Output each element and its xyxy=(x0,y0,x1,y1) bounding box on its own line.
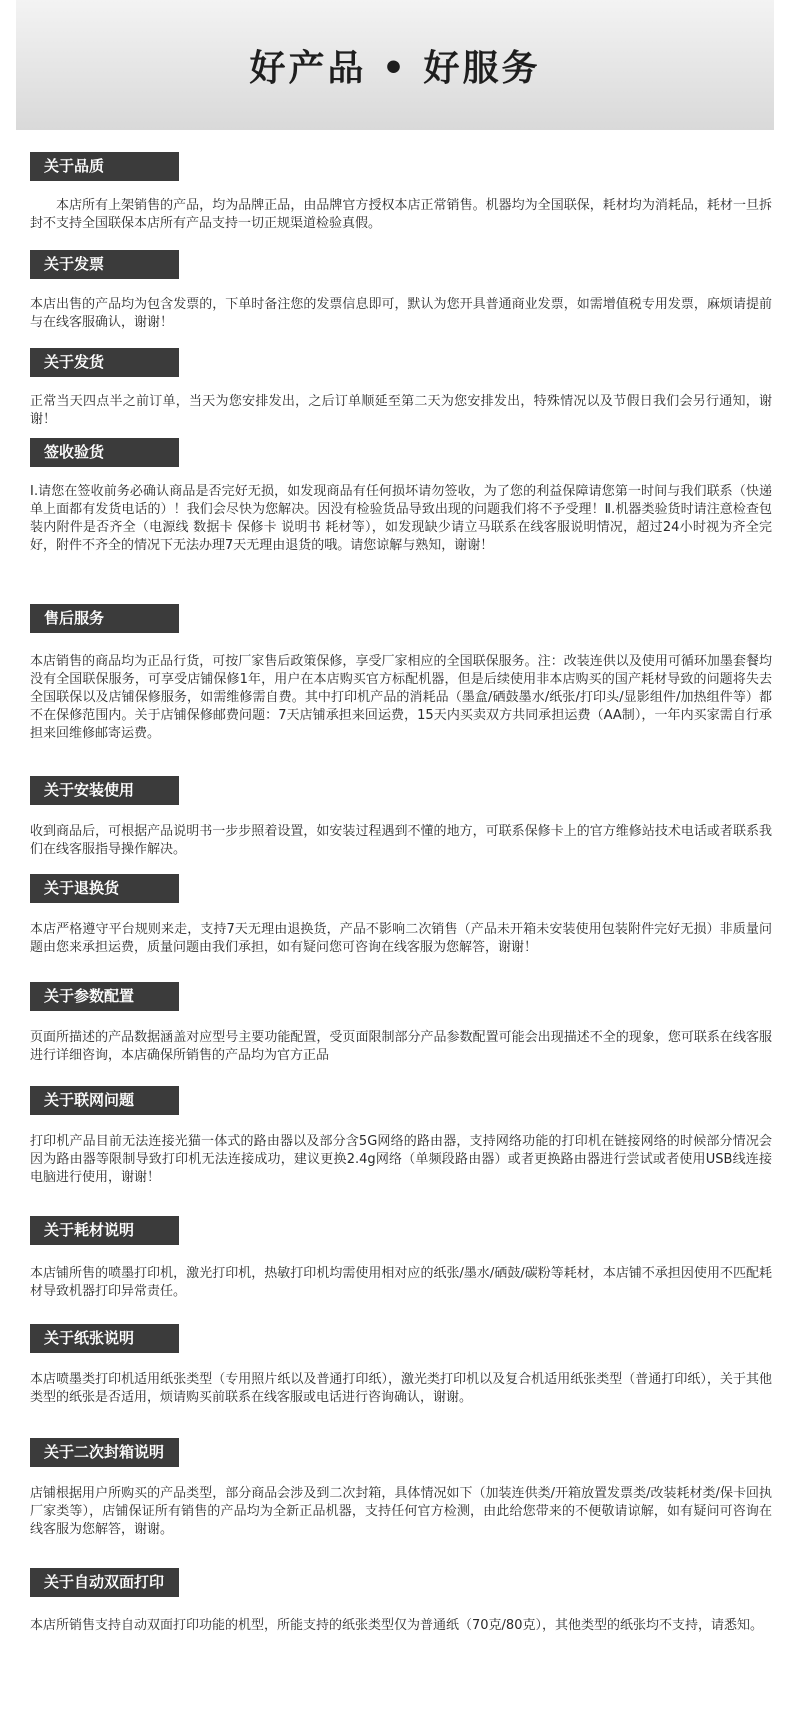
section-specs xyxy=(30,982,772,1065)
section-heading: 关于联网问题 xyxy=(30,1086,179,1115)
section-heading: 关于参数配置 xyxy=(30,982,179,1011)
section-consumables xyxy=(30,1216,772,1301)
section-duplex-printing xyxy=(30,1568,772,1635)
section-heading: 售后服务 xyxy=(30,604,179,633)
section-text: 本店喷墨类打印机适用纸张类型（专用照片纸以及普通打印纸），激光类打印机以及复合机适用纸张类型（普通打印纸），关于其他类型的纸张是否适用，烦请购买前联系在线客服或电话进行咨询确认，谢谢。 xyxy=(30,1372,772,1405)
section-heading: 关于自动双面打印 xyxy=(30,1568,179,1597)
section-heading: 关于发票 xyxy=(30,250,179,279)
section-heading: 关于二次封箱说明 xyxy=(30,1438,179,1467)
section-invoice xyxy=(30,250,772,332)
section-text: 收到商品后，可根据产品说明书一步步照着设置，如安装过程遇到不懂的地方，可联系保修卡上的官方维修站技术电话或者联系我们在线客服指导操作解决。 xyxy=(30,824,772,857)
section-text: 本店出售的产品均为包含发票的，下单时备注您的发票信息即可，默认为您开具普通商业发票，如需增值税专用发票，麻烦请提前与在线客服确认，谢谢！ xyxy=(30,297,772,330)
section-text: 正常当天四点半之前订单，当天为您安排发出，之后订单顺延至第二天为您安排发出，特殊情况以及节假日我们会另行通知，谢谢！ xyxy=(30,394,772,427)
section-text: 店铺根据用户所购买的产品类型，部分商品会涉及到二次封箱，具体情况如下（加装连供类/开箱放置发票类/改装耗材类/保卡回执厂家类等），店铺保证所有销售的产品均为全新正品机器，支持任何官方检测，由此给您带来的不便敬请谅解，如有疑问可咨询在线客服为您解答，谢谢。 xyxy=(30,1486,772,1537)
section-shipping xyxy=(30,348,772,429)
section-heading: 关于纸张说明 xyxy=(30,1324,179,1353)
section-text: 打印机产品目前无法连接光猫一体式的路由器以及部分含5G网络的路由器，支持网络功能的打印机在链接网络的时候部分情况会因为路由器等限制导致打印机无法连接成功，建议更换2.4g网络（单频段路由器）或者更换路由器进行尝试或者使用USB线连接电脑进行使用，谢谢！ xyxy=(30,1134,772,1185)
section-heading: 关于发货 xyxy=(30,348,179,377)
section-returns xyxy=(30,874,772,957)
section-text: 本店销售的商品均为正品行货，可按厂家售后政策保修，享受厂家相应的全国联保服务。注：改装连供以及使用可循环加墨套餐均没有全国联保服务，可享受店铺保修1年，用户在本店购买官方标配机器，但是后续使用非本店购买的国产耗材导致的问题将失去全国联保以及店铺保修服务，如需维修需自费。其中打印机产品的消耗品（墨盒/硒鼓墨水/纸张/打印头/显影组件/加热组件等）都不在保修范围内。关于店铺保修邮费问题：7天店铺承担来回运费，15天内买卖双方共同承担运费（AA制），一年内买家需自行承担来回维修邮寄运费。 xyxy=(30,654,772,741)
section-heading: 关于安装使用 xyxy=(30,776,179,805)
page-banner xyxy=(16,0,774,130)
section-text: 页面所描述的产品数据涵盖对应型号主要功能配置，受页面限制部分产品参数配置可能会出现描述不全的现象，您可联系在线客服进行详细咨询，本店确保所销售的产品均为官方正品 xyxy=(30,1030,772,1063)
section-text: 本店铺所售的喷墨打印机，激光打印机，热敏打印机均需使用相对应的纸张/墨水/硒鼓/碳粉等耗材，本店铺不承担因使用不匹配耗材导致机器打印异常责任。 xyxy=(30,1266,772,1299)
section-quality xyxy=(30,152,772,233)
section-receipt-inspection xyxy=(30,438,772,555)
section-network xyxy=(30,1086,772,1187)
page-title: 好产品 • 好服务 xyxy=(249,47,541,89)
section-heading: 关于耗材说明 xyxy=(30,1216,179,1245)
section-repackaging xyxy=(30,1438,772,1539)
section-heading: 关于退换货 xyxy=(30,874,179,903)
section-heading: 签收验货 xyxy=(30,438,179,467)
section-text: 本店严格遵守平台规则来走，支持7天无理由退换货，产品不影响二次销售（产品未开箱未安装使用包装附件完好无损）非质量问题由您来承担运费，质量问题由我们承担，如有疑问您可咨询在线客服为您解答，谢谢！ xyxy=(30,922,772,955)
section-heading: 关于品质 xyxy=(30,152,179,181)
section-text: Ⅰ.请您在签收前务必确认商品是否完好无损，如发现商品有任何损坏请勿签收，为了您的利益保障请您第一时间与我们联系（快递单上面都有发货电话的）！我们会尽快为您解决。因没有检验货品导致出现的问题我们将不予受理！Ⅱ.机器类验货时请注意检查包装内附件是否齐全（电源线 数据卡 保修卡 说明书 耗材等），如发现缺少请立马联系在线客服说明情况，超过24小时视为齐全完好，附件不齐全的情况下无法办理7天无理由退货的哦。请您谅解与熟知，谢谢！ xyxy=(30,484,772,553)
section-text: 本店所销售支持自动双面打印功能的机型，所能支持的纸张类型仅为普通纸（70克/80克），其他类型的纸张均不支持，请悉知。 xyxy=(30,1618,763,1633)
section-after-sales xyxy=(30,604,772,743)
section-paper xyxy=(30,1324,772,1407)
section-text: 本店所有上架销售的产品，均为品牌正品，由品牌官方授权本店正常销售。机器均为全国联保，耗材均为消耗品，耗材一旦拆封不支持全国联保本店所有产品支持一切正规渠道检验真假。 xyxy=(30,198,772,231)
section-installation xyxy=(30,776,772,859)
